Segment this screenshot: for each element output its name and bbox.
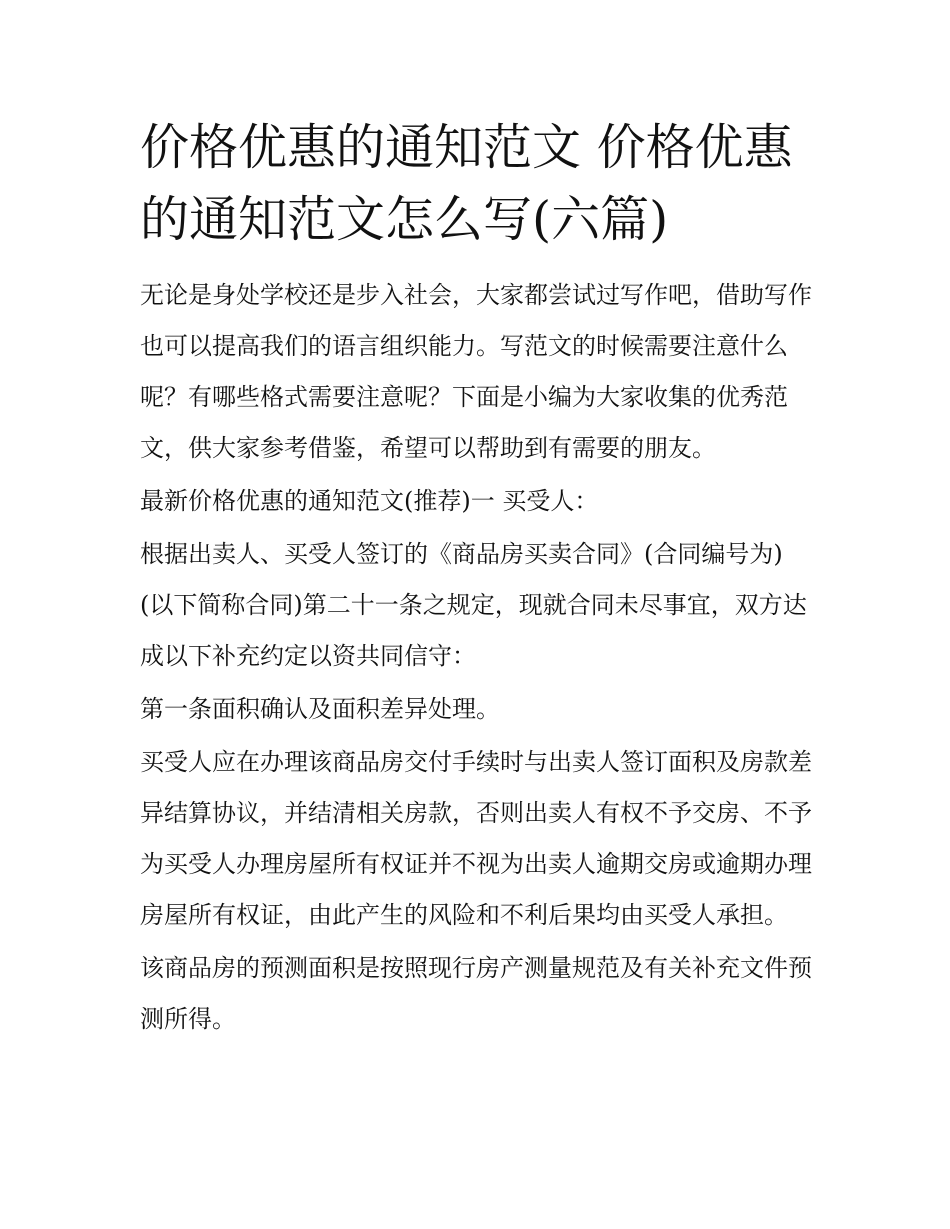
contract-paragraph: 根据出卖人、买受人签订的《商品房买卖合同》(合同编号为)(以下简称合同)第二十一条之规定，现就合同未尽事宜，双方达成以下补充约定以资共同信守： <box>140 540 807 670</box>
document-content <box>140 112 815 1047</box>
area-paragraph: 买受人应在办理该商品房交付手续时与出卖人签订面积及房款差异结算协议，并结清相关房款，否则出卖人有权不予交房、不予为买受人办理房屋所有权证并不视为出卖人逾期交房或逾期办理房屋所有权证，由此产生的风险和不利后果均由买受人承担。 <box>140 748 812 929</box>
forecast-paragraph: 该商品房的预测面积是按照现行房产测量规范及有关补充文件预测所得。 <box>140 954 812 1033</box>
section-heading: 最新价格优惠的通知范文(推荐)一 买受人： <box>140 487 599 515</box>
intro-paragraph: 无论是身处学校还是步入社会，大家都尝试过写作吧，借助写作也可以提高我们的语言组织能力。写范文的时候需要注意什么呢？有哪些格式需要注意呢？下面是小编为大家收集的优秀范文，供大家参考借鉴，希望可以帮助到有需要的朋友。 <box>140 281 812 462</box>
document-body <box>140 270 815 1045</box>
article-heading: 第一条面积确认及面积差异处理。 <box>140 695 500 723</box>
document-title: 价格优惠的通知范文 价格优惠的通知范文怎么写(六篇) <box>140 119 793 248</box>
